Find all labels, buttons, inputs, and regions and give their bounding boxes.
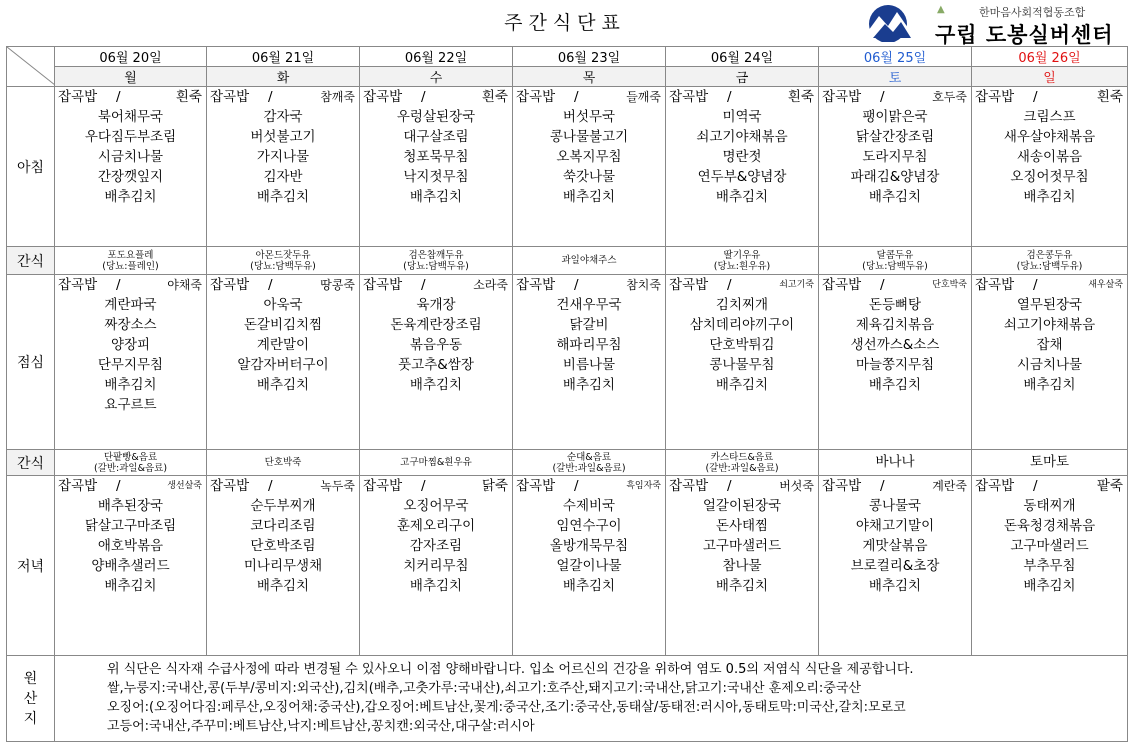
porridge: 야채죽 [167,278,202,292]
snack-item: 바나나 [875,454,915,470]
dish-item: 제육김치볶음 [855,317,935,333]
snack-pm-cell [972,450,1128,476]
dinner-cell [360,476,513,656]
snack-am-cell [360,247,513,275]
rice: 잡곡밥 [669,277,709,293]
rice-porridge-line [513,275,665,295]
rice: 잡곡밥 [669,478,709,494]
dish-item: 배추김치 [1023,578,1076,594]
porridge: 닭죽 [481,478,508,494]
dish-item: 배추김치 [256,377,310,393]
dish-item: 닭살고구마조림 [84,518,177,534]
breakfast-cell [207,87,360,247]
dish-item: 북어채무국 [97,109,164,125]
breakfast-cell [819,87,972,247]
dish-item: 버섯불고기 [250,129,316,145]
dish-item: 배추김치 [1023,377,1076,393]
origin-row [7,656,1128,742]
snack-am-cell [972,247,1128,275]
porridge: 흑임자죽 [626,481,661,491]
lunch-cell [666,275,819,450]
separator: / [1033,277,1038,293]
dish-item: 브로컬리&초장 [850,558,940,574]
separator: / [1033,478,1038,494]
day-date: 06월 26일 [972,47,1128,67]
rice: 잡곡밥 [669,89,709,105]
snack-item: 달콤두유 [876,249,914,261]
rice-porridge-line [360,476,512,496]
dish-item: 코다리조림 [250,518,316,534]
rice-porridge-line [819,476,971,496]
dish-item: 연두부&양념장 [697,169,787,185]
snack-item: 포도요플레 [107,249,154,261]
dish-item: 치커리무침 [403,558,469,574]
rice-porridge-line [972,275,1127,295]
rice: 잡곡밥 [975,277,1015,293]
breakfast-cell [513,87,666,247]
dish-item: 간장깻잎지 [97,169,164,185]
separator: / [421,277,426,293]
day-date: 06월 21일 [207,47,360,67]
dish-item: 돈사태찜 [715,518,769,534]
separator: / [268,89,273,105]
dish-item: 임연수구이 [556,518,622,534]
rice-porridge-line [513,87,665,107]
dish-item: 해파리무침 [556,337,622,353]
dish-item: 부추무침 [1023,558,1076,574]
dish-item: 계란파국 [104,297,157,313]
dish-item: 아욱국 [263,297,303,313]
rice-porridge-line [666,87,818,107]
dish-item: 배추김치 [868,377,922,393]
rice: 잡곡밥 [58,277,98,293]
dish-item: 시금치나물 [97,149,164,165]
breakfast-row [7,87,1128,247]
snack-item: 카스타드&음료 [710,451,774,463]
dinner-cell [513,476,666,656]
rice: 잡곡밥 [58,89,98,105]
dish-item: 배추된장국 [97,498,164,514]
snack-item: 검은콩두유 [1026,249,1073,261]
origin-cell [55,656,1128,742]
dish-item: 김자반 [263,169,303,185]
dish-item: 볶음우동 [409,337,463,353]
day-weekday: 목 [513,67,666,87]
snack-pm-cell [819,450,972,476]
lunch-cell [819,275,972,450]
porridge: 들깨죽 [626,90,661,104]
rice: 잡곡밥 [210,478,250,494]
snack-am-cell [55,247,207,275]
dish-item: 오징어무국 [403,498,469,514]
rice-porridge-line [55,476,206,496]
dish-item: 배추김치 [868,578,922,594]
weekday-row [7,67,1128,87]
dish-item: 계란말이 [256,337,310,353]
dish-item: 얼갈이나물 [556,558,622,574]
origin-label: 원 산 지 [7,656,55,742]
snack-item: 아몬드잣두유 [255,249,311,261]
separator: / [880,89,885,105]
dish-item: 쑥갓나물 [562,169,616,185]
origin-line: 고등어:국내산,주꾸미:베트남산,낙지:베트남산,꽁치캔:외국산,대구살:러시아 [107,719,535,734]
dish-item: 닭갈비 [569,317,609,333]
day-weekday: 일 [972,67,1128,87]
day-weekday: 수 [360,67,513,87]
dish-item: 배추김치 [715,377,769,393]
snack-diabetic-alt: (갈반:과일&음료) [93,462,168,474]
porridge: 참깨죽 [320,90,355,104]
separator: / [1033,89,1038,105]
day-date: 06월 24일 [666,47,819,67]
snack-pm-cell [55,450,207,476]
dish-item: 배추김치 [409,189,463,205]
snack-item: 순대&음료 [566,451,612,463]
rice: 잡곡밥 [58,478,98,494]
dish-item: 단호박튀김 [709,337,775,353]
dish-item: 도라지무침 [862,149,928,165]
rice-porridge-line [819,87,971,107]
dish-item: 육개장 [416,297,456,313]
separator: / [574,89,579,105]
dish-item: 닭살간장조림 [855,129,935,145]
breakfast-cell [55,87,207,247]
dish-item: 삼치데리야끼구이 [689,317,795,333]
separator: / [116,277,121,293]
porridge: 호두죽 [932,90,967,104]
separator: / [421,478,426,494]
dish-item: 단무지무침 [97,357,164,373]
day-weekday: 월 [55,67,207,87]
day-date: 06월 22일 [360,47,513,67]
dish-item: 배추김치 [562,578,616,594]
rice-porridge-line [819,275,971,295]
dinner-label: 저녁 [7,476,55,656]
dish-item: 올방개묵무침 [549,538,629,554]
day-date: 06월 25일 [819,47,972,67]
dinner-row [7,476,1128,656]
dish-item: 시금치나물 [1016,357,1083,373]
dish-item: 야채고기말이 [855,518,935,534]
dish-item: 애호박볶음 [97,538,164,554]
dish-item: 오복지무침 [556,149,622,165]
dish-item: 명란젓 [722,149,762,165]
porridge: 팥죽 [1096,478,1123,494]
center-logo [855,0,1125,47]
breakfast-cell [360,87,513,247]
snack-diabetic-alt: (당뇨:플레인) [102,260,159,272]
dish-item: 팽이맑은국 [862,109,928,125]
dish-item: 배추김치 [409,578,463,594]
dish-item: 짜장소스 [104,317,157,333]
rice-porridge-line [55,275,206,295]
rice: 잡곡밥 [822,277,862,293]
snack-am-label: 간식 [7,247,55,275]
snack-pm-cell [207,450,360,476]
dish-item: 수제비국 [562,498,616,514]
snack-pm-cell [513,450,666,476]
dish-item: 감자조림 [409,538,463,554]
dish-item: 얼갈이된장국 [702,498,782,514]
snack-item: 고구마찜&흰우유 [400,457,472,468]
separator: / [880,277,885,293]
porridge: 땅콩죽 [320,278,355,292]
dish-item: 미역국 [722,109,762,125]
dish-item: 오징어젓무침 [1010,169,1089,185]
snack-am-cell [666,247,819,275]
lunch-cell [55,275,207,450]
lunch-row [7,275,1128,450]
dinner-cell [55,476,207,656]
separator: / [116,478,121,494]
dish-item: 열무된장국 [1016,297,1083,313]
dinner-cell [819,476,972,656]
corner-cell [7,47,55,87]
lunch-label: 점심 [7,275,55,450]
lunch-cell [207,275,360,450]
rice: 잡곡밥 [363,277,403,293]
dish-item: 요구르트 [104,397,157,413]
date-row [7,47,1128,67]
breakfast-label: 아침 [7,87,55,247]
dish-item: 쇠고기야채볶음 [1003,317,1096,333]
org-small-name [937,2,945,15]
porridge: 참치죽 [626,278,661,292]
dish-item: 청포묵무침 [403,149,469,165]
dish-item: 배추김치 [256,189,310,205]
dish-item: 새송이볶음 [1016,149,1083,165]
snack-item: 토마토 [1029,454,1070,470]
rice-porridge-line [972,476,1127,496]
rice: 잡곡밥 [975,89,1015,105]
separator: / [421,89,426,105]
dish-item: 배추김치 [562,189,616,205]
dish-item: 배추김치 [1023,189,1076,205]
rice-porridge-line [360,275,512,295]
rice: 잡곡밥 [975,478,1015,494]
lunch-cell [360,275,513,450]
porridge: 소라죽 [473,278,508,292]
rice-porridge-line [513,476,665,496]
dish-item: 우렁살된장국 [396,109,476,125]
dish-item: 파래김&양념장 [850,169,940,185]
lunch-cell [972,275,1128,450]
porridge: 버섯죽 [779,479,814,493]
dish-item: 가지나물 [256,149,310,165]
rice: 잡곡밥 [822,89,862,105]
cooperative-name: 한마음사회적협동조합 [979,6,1086,19]
separator: / [880,478,885,494]
dish-item: 새우살야채볶음 [1003,129,1096,145]
day-date: 06월 23일 [513,47,666,67]
day-weekday: 금 [666,67,819,87]
dish-item: 미나리무생채 [243,558,323,574]
separator: / [727,89,732,105]
dish-item: 게맛살볶음 [862,538,928,554]
origin-line: 오징어:(오징어다짐:페루산,오징어채:중국산),갑오징어:베트남산,꽃게:중국산,조기:중국산,동태살/동태전:러시아,동태토막:미국산,갈치:모로코 [107,700,906,715]
dish-item: 비름나물 [562,357,616,373]
porridge: 단호박죽 [932,280,967,290]
rice-porridge-line [207,87,359,107]
separator: / [574,478,579,494]
snack-diabetic-alt: (당뇨:담백두유) [862,260,928,272]
dish-item: 양장피 [110,337,151,353]
origin-line: 쌀,누룽지:국내산,콩(두부/콩비지:외국산),김치(배추,고춧가루:국내산),쇠고기:호주산,돼지고기:국내산,닭고기:국내산 훈제오리:중국산 [107,681,861,696]
dish-item: 콩나물불고기 [549,129,629,145]
breakfast-cell [972,87,1128,247]
dish-item: 배추김치 [104,377,157,393]
separator: / [268,478,273,494]
dish-item: 콩나물무침 [709,357,775,373]
dish-item: 쇠고기야채볶음 [696,129,788,145]
porridge: 녹두죽 [320,479,355,493]
rice-porridge-line [55,87,206,107]
snack-diabetic-alt: (당뇨:담백두유) [1016,260,1083,272]
rice-porridge-line [207,275,359,295]
mountain-logo-icon [855,2,921,42]
dish-item: 돈등뼈탕 [868,297,922,313]
dish-item: 잡채 [1036,337,1063,353]
day-weekday: 화 [207,67,360,87]
rice-porridge-line [972,87,1127,107]
snack-diabetic-alt: (갈반:과일&음료) [552,462,626,474]
snack-item: 검은참깨두유 [408,249,464,261]
rice: 잡곡밥 [516,478,556,494]
dish-item: 대구살조림 [403,129,469,145]
origin-line: 위 식단은 식자재 수급사정에 따라 변경될 수 있사오니 이점 양해바랍니다. 입소 어르신의 건강을 위하여 염도 0.5의 저염식 식단을 제공합니다. [107,662,914,677]
dish-item: 우다짐두부조림 [84,129,177,145]
rice: 잡곡밥 [210,277,250,293]
dish-item: 참나물 [722,558,762,574]
separator: / [116,89,121,105]
dish-item: 고구마샐러드 [1010,538,1089,554]
porridge: 생선살죽 [167,481,202,491]
rice: 잡곡밥 [516,277,556,293]
dish-item: 생선까스&소스 [850,337,940,353]
rice-porridge-line [666,275,818,295]
snack-item: 딸기우유 [723,249,761,261]
rice: 잡곡밥 [363,89,403,105]
dish-item: 배추김치 [104,578,157,594]
day-date: 06월 20일 [55,47,207,67]
snack-item: 단팥빵&음료 [103,451,158,463]
rice: 잡곡밥 [210,89,250,105]
dish-item: 배추김치 [409,377,463,393]
porridge: 흰죽 [787,89,814,105]
rice-porridge-line [360,87,512,107]
dish-item: 동태찌개 [1023,498,1076,514]
dish-item: 콩나물국 [868,498,922,514]
snack-pm-cell [360,450,513,476]
dish-item: 훈제오리구이 [396,518,476,534]
dish-item: 크림스프 [1023,109,1076,125]
dish-item: 풋고추&쌈장 [398,357,474,373]
rice-porridge-line [207,476,359,496]
snack-diabetic-alt: (당뇨:흰우유) [713,260,771,272]
breakfast-cell [666,87,819,247]
dish-item: 양배추샐러드 [91,558,170,574]
dish-item: 돈육청경채볶음 [1003,518,1096,534]
snack-diabetic-alt: (당뇨:담백두유) [403,260,469,272]
dish-item: 낙지젓무침 [403,169,469,185]
dish-item: 배추김치 [868,189,922,205]
weekly-menu-table [6,46,1128,742]
dinner-cell [972,476,1128,656]
dinner-cell [666,476,819,656]
snack-am-cell [513,247,666,275]
dish-item: 알감자버터구이 [237,357,329,373]
porridge: 계란죽 [932,479,967,493]
dish-item: 건새우무국 [556,297,622,313]
dish-item: 마늘쫑지무침 [855,357,935,373]
separator: / [727,478,732,494]
dish-item: 순두부찌개 [250,498,316,514]
rice: 잡곡밥 [363,478,403,494]
snack-am-cell [207,247,360,275]
rice: 잡곡밥 [516,89,556,105]
dish-item: 고구마샐러드 [702,538,782,554]
dish-item: 돈갈비김치찜 [243,317,323,333]
dish-item: 김치찌개 [715,297,769,313]
dinner-cell [207,476,360,656]
dish-item: 단호박조림 [250,538,316,554]
porridge: 새우살죽 [1088,280,1123,290]
separator: / [574,277,579,293]
center-name: 구립 도봉실버센터 [935,23,1114,47]
day-weekday: 토 [819,67,972,87]
rice-porridge-line [666,476,818,496]
snack-diabetic-alt: (갈반:과일&음료) [705,462,779,474]
snack-item: 과일야채주스 [561,255,617,266]
rice: 잡곡밥 [822,478,862,494]
dish-item: 버섯무국 [562,109,616,125]
snack-diabetic-alt: (당뇨:담백두유) [250,260,316,272]
porridge: 흰죽 [1096,89,1123,105]
separator: / [268,277,273,293]
snack-pm-cell [666,450,819,476]
snack-pm-label: 간식 [7,450,55,476]
dish-item: 배추김치 [562,377,616,393]
separator: / [727,277,732,293]
dish-item: 배추김치 [715,578,769,594]
flag-icon: ▲ [937,4,945,15]
dish-item: 배추김치 [104,189,157,205]
snack-am-row [7,247,1128,275]
page-title: 주간식단표 [504,12,626,34]
lunch-cell [513,275,666,450]
dish-item: 돈육계란장조림 [390,317,482,333]
snack-pm-row [7,450,1128,476]
dish-item: 배추김치 [256,578,310,594]
porridge: 쇠고기죽 [779,280,814,290]
porridge: 흰죽 [175,89,202,105]
dish-item: 배추김치 [715,189,769,205]
dish-item: 감자국 [263,109,303,125]
snack-item: 단호박죽 [264,457,302,468]
snack-am-cell [819,247,972,275]
porridge: 흰죽 [481,89,508,105]
